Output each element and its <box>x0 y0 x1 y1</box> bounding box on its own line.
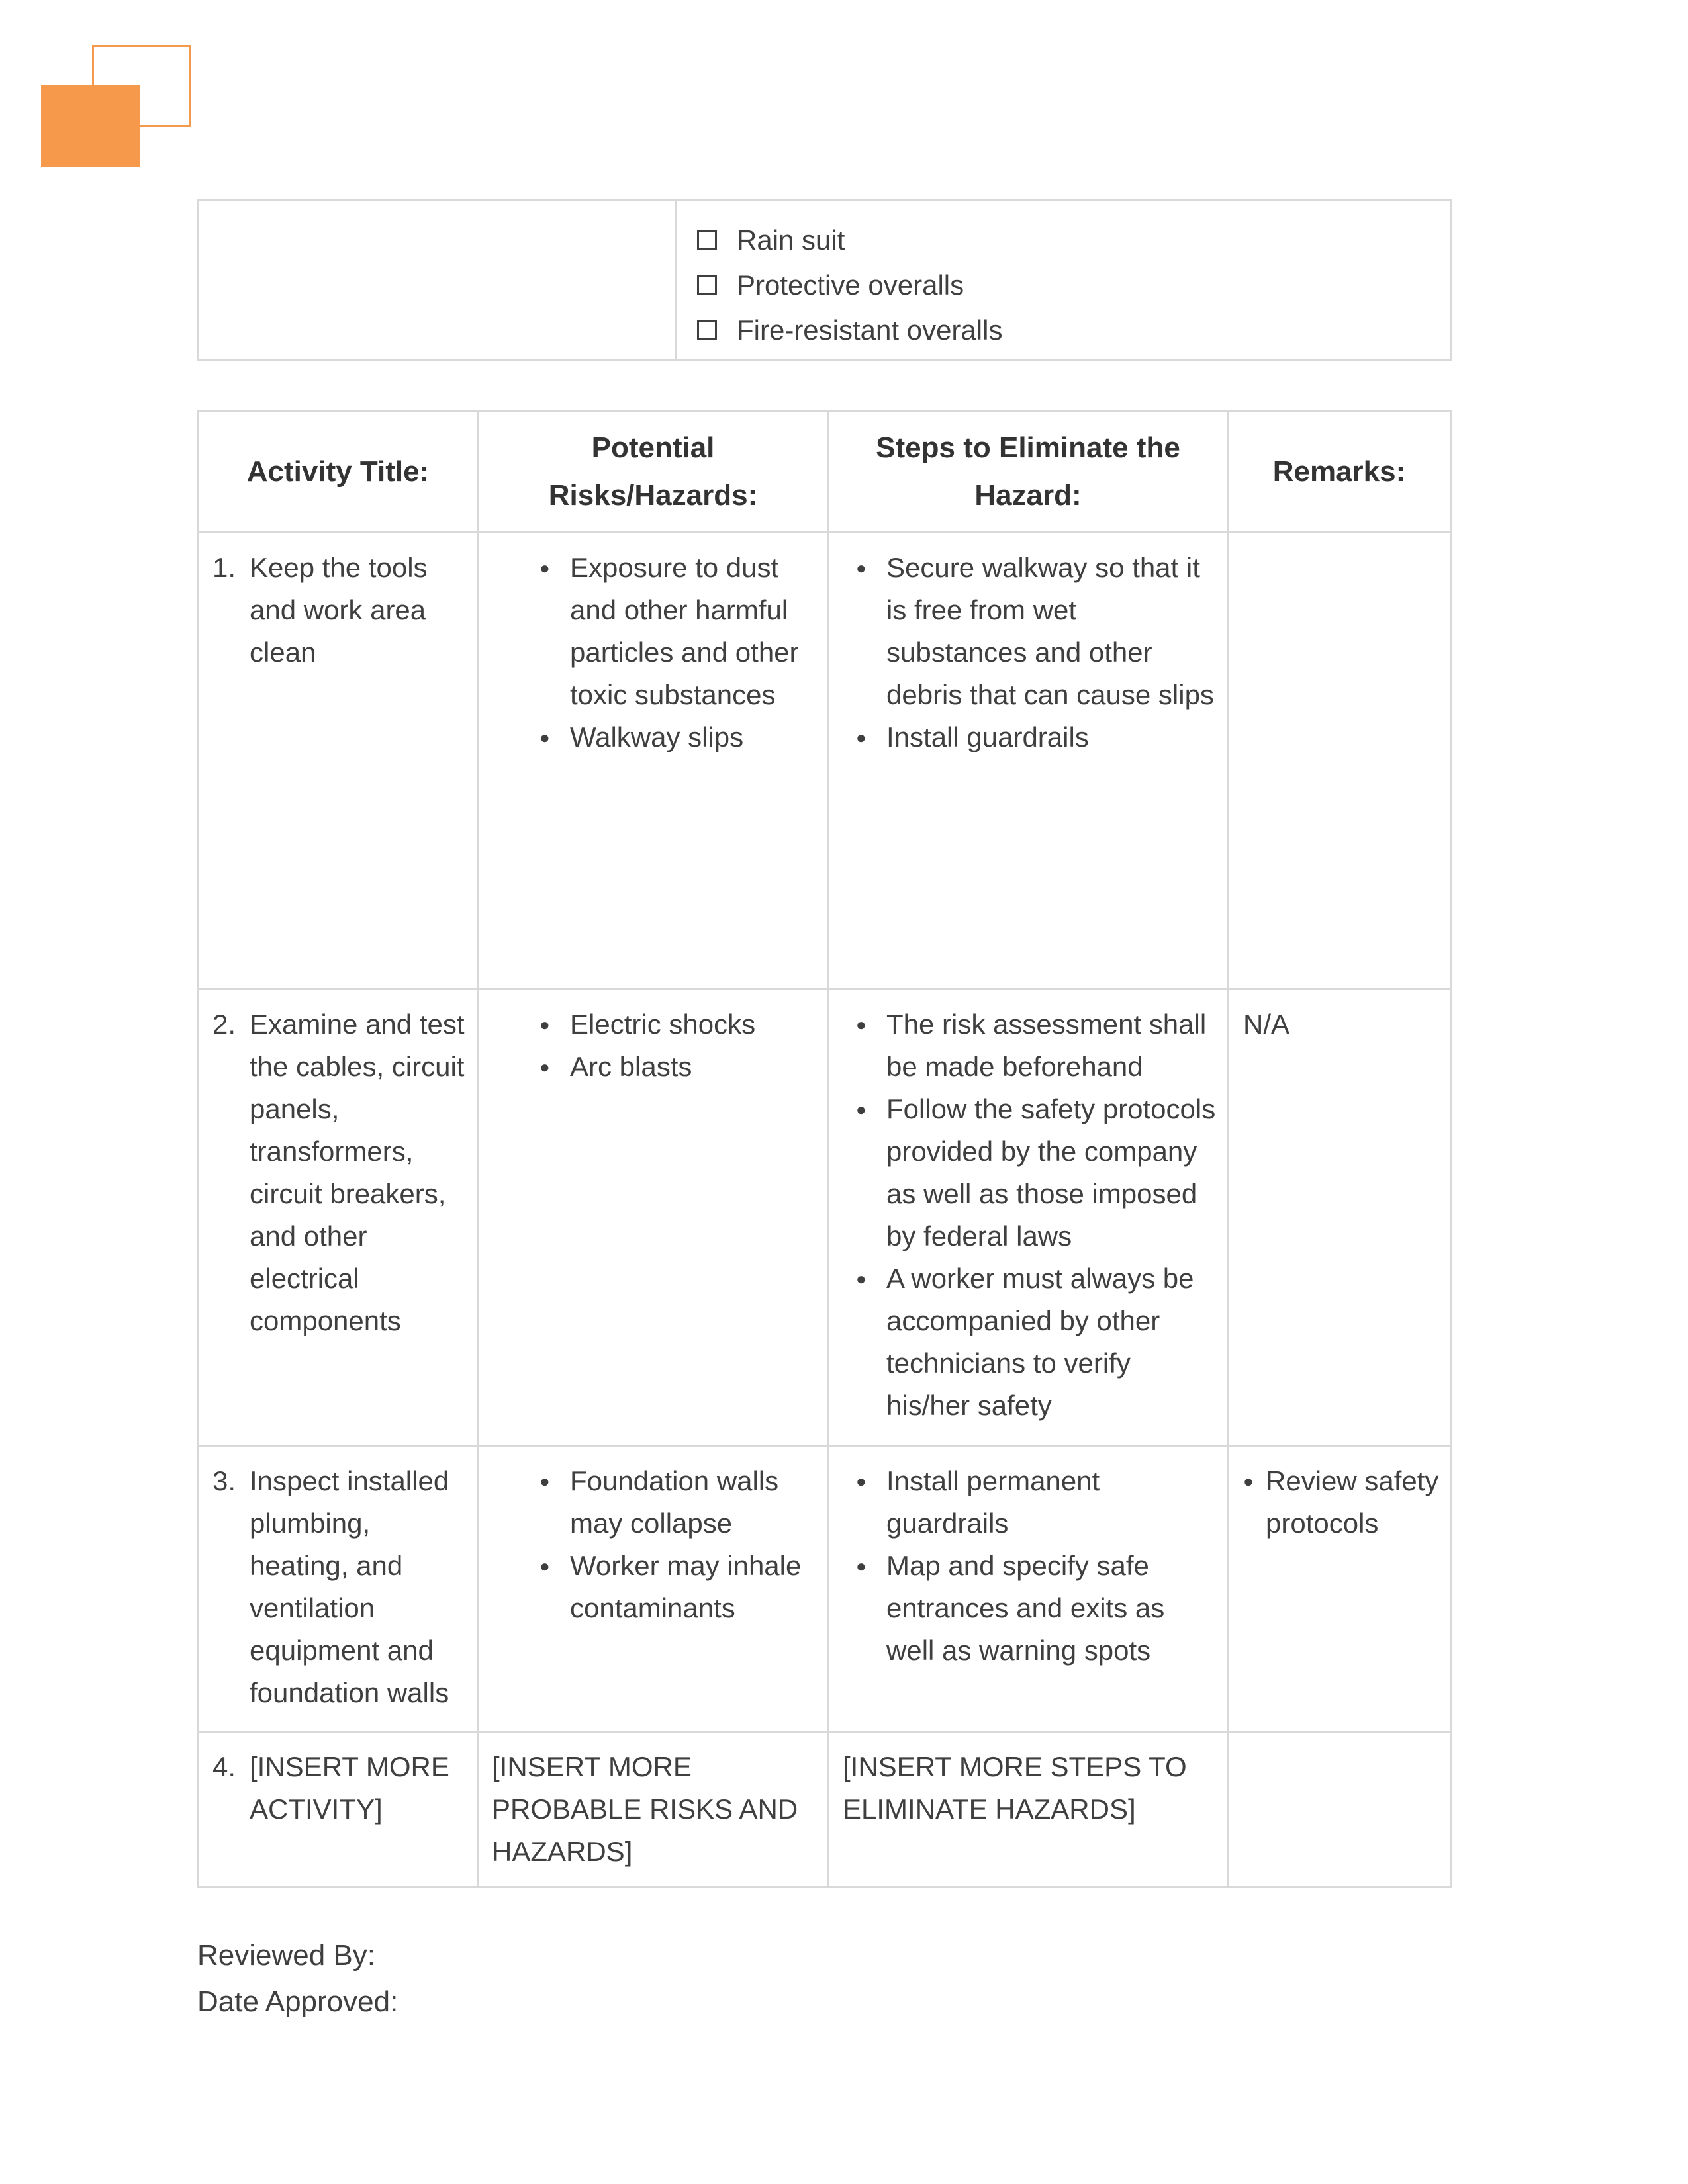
header-activity: Activity Title: <box>199 412 478 533</box>
header-remarks: Remarks: <box>1228 412 1451 533</box>
remarks-cell <box>1228 1446 1451 1732</box>
hazard-assessment-table <box>197 410 1452 1888</box>
risks-cell <box>478 989 829 1446</box>
checkbox-icon[interactable] <box>697 230 717 250</box>
activity-number: 1. <box>212 552 236 583</box>
ppe-item[interactable]: Protective overalls <box>697 263 1450 308</box>
steps-cell: [INSERT MORE STEPS TO ELIMINATE HAZARDS] <box>829 1732 1228 1888</box>
ppe-table <box>197 199 1452 361</box>
activity-title: Examine and test the cables, circuit panels, transformers, circuit breakers, and other electrical components <box>250 1009 465 1336</box>
activity-cell <box>199 1446 478 1732</box>
table-row <box>199 1732 1451 1888</box>
ppe-checklist-cell <box>677 200 1451 361</box>
activity-title: Inspect installed plumbing, heating, and ventilation equipment and foundation walls <box>250 1465 449 1708</box>
activity-title: [INSERT MORE ACTIVITY] <box>250 1751 449 1825</box>
remarks-cell <box>1228 533 1451 989</box>
activity-number: 2. <box>212 1009 236 1040</box>
risks-cell <box>478 1446 829 1732</box>
step-item: ● Secure walkway so that it is free from wet substances and other debris that can cause slips <box>886 547 1216 716</box>
risk-item: ● Walkway slips <box>570 716 817 758</box>
remarks-cell <box>1228 1732 1451 1888</box>
activity-cell <box>199 533 478 989</box>
remark-item: ● Review safety protocols <box>1266 1460 1439 1545</box>
risk-item: ● Exposure to dust and other harmful particles and other toxic substances <box>570 547 817 716</box>
table-row <box>199 1446 1451 1732</box>
activity-cell <box>199 1732 478 1888</box>
logo-filled-square <box>41 85 140 167</box>
step-item: ● Map and specify safe entrances and exits as well as warning spots <box>886 1545 1216 1672</box>
ppe-empty-cell <box>199 200 677 361</box>
step-item: ● Install guardrails <box>886 716 1216 758</box>
checkbox-icon[interactable] <box>697 275 717 295</box>
approval-footer <box>197 1933 398 2025</box>
ppe-item[interactable]: Rain suit <box>697 218 1450 263</box>
ppe-item[interactable]: Fire-resistant overalls <box>697 308 1450 353</box>
step-item: ● The risk assessment shall be made beforehand <box>886 1003 1216 1088</box>
checkbox-icon[interactable] <box>697 320 717 340</box>
risk-item: ● Foundation walls may collapse <box>570 1460 817 1545</box>
risks-cell <box>478 533 829 989</box>
table-row <box>199 989 1451 1446</box>
steps-cell <box>829 533 1228 989</box>
risk-item: ● Worker may inhale contaminants <box>570 1545 817 1629</box>
step-item: ● A worker must always be accompanied by other technicians to verify his/her safety <box>886 1257 1216 1427</box>
step-item: ● Install permanent guardrails <box>886 1460 1216 1545</box>
activity-cell <box>199 989 478 1446</box>
step-item: ● Follow the safety protocols provided by the company as well as those imposed by federal laws <box>886 1088 1216 1257</box>
reviewed-by-label: Reviewed By: <box>197 1939 376 1972</box>
risks-cell: [INSERT MORE PROBABLE RISKS AND HAZARDS] <box>478 1732 829 1888</box>
remarks-cell: N/A <box>1228 989 1451 1446</box>
ppe-checklist <box>677 201 1450 353</box>
steps-cell <box>829 989 1228 1446</box>
table-row <box>199 533 1451 989</box>
activity-title: Keep the tools and work area clean <box>250 552 428 668</box>
risk-item: ● Electric shocks <box>570 1003 817 1046</box>
header-risks: Potential Risks/Hazards: <box>478 412 829 533</box>
date-approved-label: Date Approved: <box>197 1985 399 2018</box>
steps-cell <box>829 1446 1228 1732</box>
activity-number: 3. <box>212 1465 236 1496</box>
header-steps: Steps to Eliminate the Hazard: <box>829 412 1228 533</box>
activity-number: 4. <box>212 1751 236 1782</box>
risk-item: ● Arc blasts <box>570 1046 817 1088</box>
table-header-row <box>199 412 1451 533</box>
